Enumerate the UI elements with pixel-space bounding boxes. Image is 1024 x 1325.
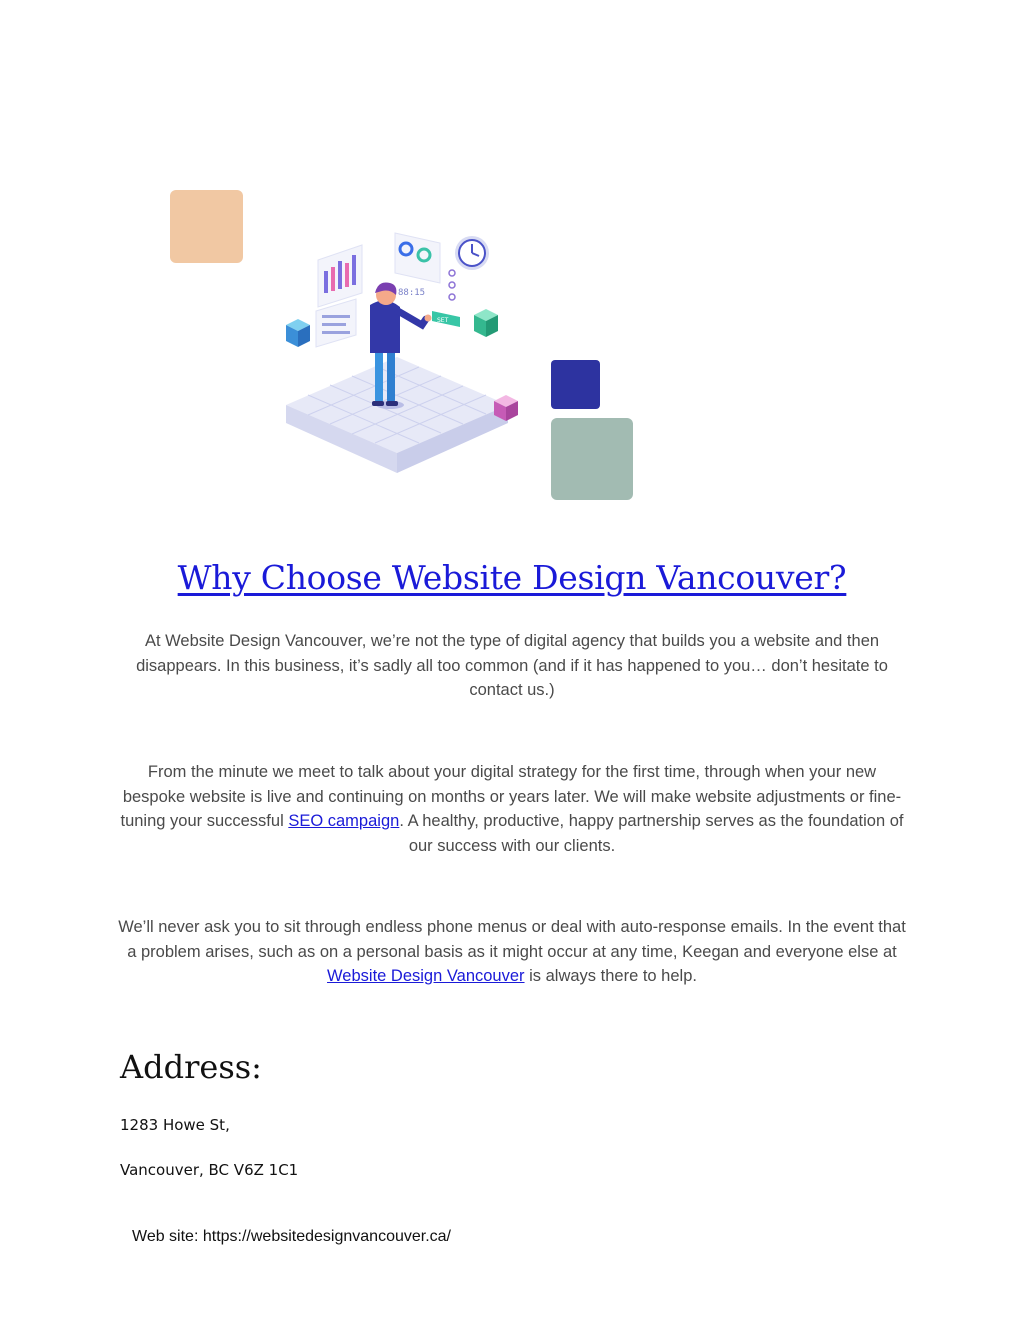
seo-campaign-link[interactable]: SEO campaign (288, 812, 400, 830)
support-text-before: We’ll never ask you to sit through endless phone menus or deal with auto-response emails. In the event that a problem arises, such as on a personal basis as it might occur at any time, Keegan and everyone else at (118, 918, 906, 961)
decorative-navy-square (551, 360, 600, 409)
decorative-sage-square (551, 418, 633, 500)
strategy-text-before: From the minute we meet to talk about your digital strategy for the first time, through when your new bespoke website is live and continuing on months or years later. We will make website adjustments or fine-tuning your successful (120, 763, 902, 830)
decorative-peach-square (170, 190, 243, 263)
address-heading: Address: (120, 1048, 262, 1086)
website-url: Web site: https://websitedesignvancouver.ca/ (132, 1228, 451, 1245)
strategy-text-after: . A healthy, productive, happy partnership serves as the foundation of our success with our clients. (399, 812, 904, 855)
address-line-1: 1283 Howe St, (120, 1116, 230, 1134)
page-title[interactable]: Why Choose Website Design Vancouver? (177, 558, 847, 597)
svg-text:88:15: 88:15 (398, 288, 426, 298)
website-design-vancouver-link[interactable]: Website Design Vancouver (327, 967, 525, 985)
address-line-2: Vancouver, BC V6Z 1C1 (120, 1161, 299, 1179)
support-paragraph (118, 915, 906, 989)
strategy-paragraph (118, 760, 906, 858)
support-text-after: is always there to help. (524, 967, 697, 985)
svg-text:SET: SET (437, 317, 449, 324)
analytics-dashboard-person-icon (260, 225, 535, 490)
intro-paragraph: At Website Design Vancouver, we’re not the type of digital agency that builds you a website and then disappears. In this business, it’s sadly all too common (and if it has happened to you… don’t hesitate to contact us.) (136, 632, 888, 699)
